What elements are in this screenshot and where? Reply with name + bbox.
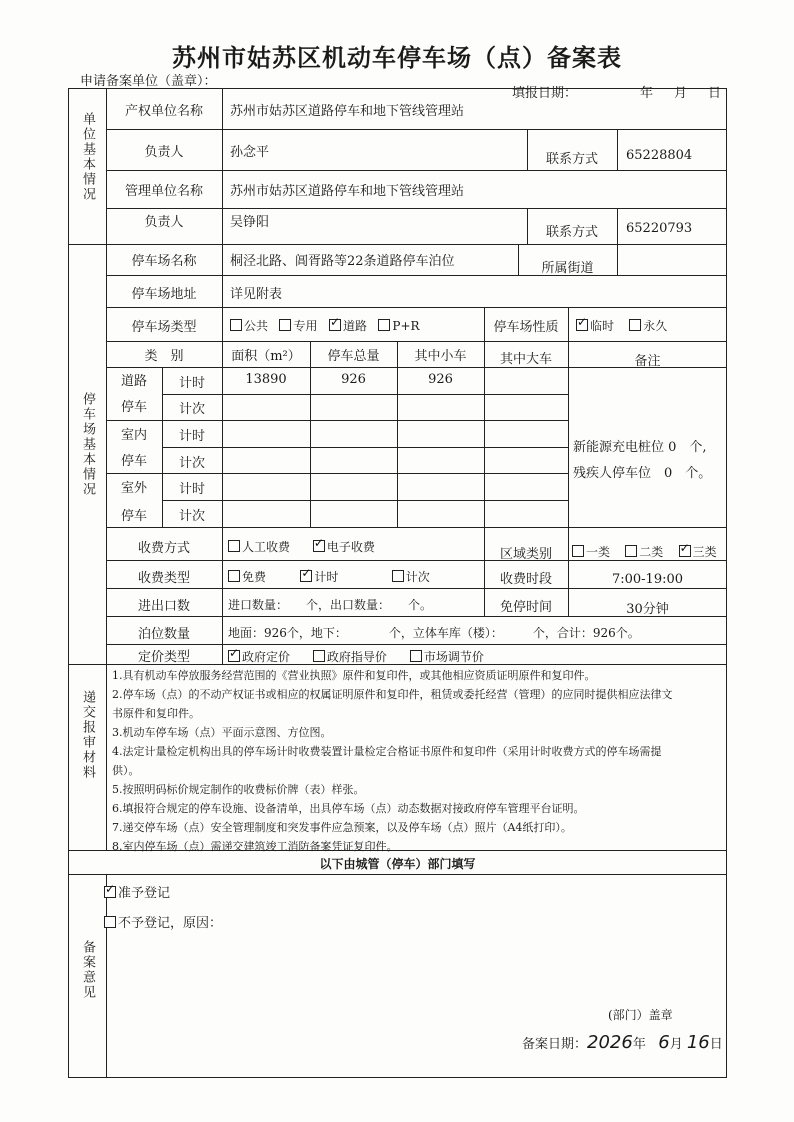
filing-date [522,1032,723,1053]
owner-label: 产权单位名称 [124,104,203,119]
zone-options [572,543,717,560]
charge-period-label: 收费时段 [499,572,552,587]
approve-label: 准予登记 [118,886,171,901]
checkbox-reject[interactable] [104,916,116,928]
mode-indoor-timed: 计时 [178,429,205,444]
material-item: 1.具有机动车停放服务经营范围的《营业执照》原件和复印件，或其他相应资质证明原件和复印件。 [112,669,596,682]
form-title: 苏州市姑苏区机动车停车场（点）备案表 [172,44,622,72]
header-total: 停车总量 [327,349,380,364]
material-item: 5.按照明码标价规定制作的收费标价牌（表）样张。 [112,783,365,796]
material-item: 2.停车场（点）的不动产权证书或相应的权属证明原件和复印件，租赁或委托经营（管理）的应同时提供相应法律文 [112,688,673,701]
header-category: 类 别 [144,349,184,364]
charge-period-value: 7:00-19:00 [611,572,684,587]
fill-date-label: 填报日期： [512,86,578,101]
header-large: 其中大车 [499,352,552,367]
small-road-timed: 926 [428,372,453,387]
nature-option-perm[interactable]: 永久 [629,319,667,333]
pricing-option-guide[interactable]: 政府指导价 [313,650,387,664]
owner-head-value: 孙念平 [230,145,270,160]
charge-option-electronic[interactable]: ✓ 电子收费 [313,540,375,554]
type-option-pr[interactable]: P+R [378,319,419,333]
category-indoor-top: 室内 [120,428,147,443]
lot-type-label: 停车场类型 [131,320,197,335]
category-outdoor-bottom: 停车 [120,509,147,524]
checkbox-electronic[interactable] [313,540,325,552]
pricing-options [228,648,484,665]
category-outdoor-top: 室外 [120,481,147,496]
spaces-value: 地面：926个，地下： 个，立体车库（楼）： 个，合计：926个。 [228,626,640,640]
fill-date-day: 日 [708,86,722,101]
mode-outdoor-count: 计次 [178,509,205,524]
owner-value: 苏州市姑苏区道路停车和地下管线管理站 [230,104,465,119]
remark-charging: 新能源充电桩位 0 个, [573,440,707,455]
checkbox-temp[interactable] [576,319,588,331]
lot-section-label: 停车场基本情况 [80,392,95,497]
owner-head-label: 负责人 [144,145,184,160]
material-item: 书原件和复印件。 [112,707,200,720]
checkbox-zone3[interactable] [679,545,691,557]
charge-type-count[interactable]: 计次 [392,570,430,584]
charge-method-label: 收费方式 [137,541,190,556]
materials-section-label: 递交报审材料 [80,690,95,780]
material-item: 7.递交停车场（点）安全管理制度和突发事件应急预案，以及停车场（点）照片（A4纸打印）。 [112,821,572,834]
owner-contact-label: 联系方式 [545,152,598,167]
filing-date-label: 备案日期： [522,1037,588,1052]
checkbox-public[interactable] [230,319,242,331]
checkbox-free[interactable] [228,570,240,582]
street-label: 所属街道 [541,261,594,276]
reject-option[interactable] [104,912,222,931]
lot-nature-label: 停车场性质 [493,320,559,335]
fill-date-year: 年 [640,86,654,101]
pricing-option-market[interactable]: 市场调节价 [410,650,484,664]
checkbox-manual[interactable] [228,540,240,552]
owner-contact-value: 65228804 [626,148,693,163]
free-time-label: 免停时间 [499,600,552,615]
manager-head-value: 吴铮阳 [230,215,270,230]
manager-head-label: 负责人 [144,215,184,230]
filing-date-month-suffix: 月 [669,1037,683,1052]
checkbox-guide-price[interactable] [313,650,325,662]
checkbox-road[interactable] [329,319,341,331]
zone-label: 区域类别 [499,547,552,562]
zone-option-1[interactable]: 一类 [572,545,610,559]
nature-option-temp[interactable]: ✓ 临时 [576,319,614,333]
filing-date-year-suffix: 年 [632,1037,646,1052]
mode-road-timed: 计时 [178,376,205,391]
pricing-label: 定价类型 [137,650,190,665]
manager-contact-value: 65220793 [626,221,693,236]
spaces-label: 泊位数量 [137,627,190,642]
reject-label: 不予登记，原因： [118,916,223,931]
type-option-private[interactable]: 专用 [279,319,317,333]
header-remark: 备注 [634,354,661,369]
lot-name-label: 停车场名称 [131,254,197,269]
charge-type-free[interactable]: 免费 [228,570,266,584]
filing-date-day: 16 [686,1032,710,1053]
filing-date-month: 6 [658,1032,670,1053]
pricing-option-gov[interactable]: ✓ 政府定价 [228,650,290,664]
manager-value: 苏州市姑苏区道路停车和地下管线管理站 [230,184,465,199]
lot-address-label: 停车场地址 [131,287,197,302]
checkbox-zone2[interactable] [625,545,637,557]
approve-option[interactable] [104,882,170,901]
material-item: 供）。 [112,764,140,777]
lot-address-value: 详见附表 [230,287,283,302]
checkbox-timed[interactable] [300,570,312,582]
lot-name-value: 桐泾北路、阊胥路等22条道路停车泊位 [230,254,455,269]
checkbox-pr[interactable] [378,319,390,331]
mode-outdoor-timed: 计时 [178,482,205,497]
material-item: 3.机动车停车场（点）平面示意图、方位图。 [112,726,332,739]
area-road-timed: 13890 [245,372,287,387]
checkbox-count[interactable] [392,570,404,582]
checkbox-zone1[interactable] [572,545,584,557]
materials-list [112,666,724,856]
checkbox-approve[interactable] [104,886,116,898]
charge-type-label: 收费类型 [137,571,190,586]
manager-contact-label: 联系方式 [545,225,598,240]
charge-type-options [228,568,430,585]
unit-section-label: 单位基本情况 [80,112,95,202]
fill-date-month: 月 [674,86,688,101]
lot-nature-options [576,317,667,334]
free-time-value: 30分钟 [626,602,669,617]
manager-label: 管理单位名称 [124,184,203,199]
material-item: 8.室内停车场（点）需递交建筑竣工消防备案凭证复印件。 [112,840,398,853]
type-option-road[interactable]: ✓ 道路 [329,319,367,333]
header-small: 其中小车 [414,349,467,364]
filing-date-year: 2026 [587,1032,633,1053]
charge-option-manual[interactable]: 人工收费 [228,540,290,554]
entrance-value: 进口数量： 个，出口数量： 个。 [228,598,433,612]
charge-type-timed[interactable]: ✓ 计时 [300,570,338,584]
lot-type-options [230,317,420,334]
filing-date-day-suffix: 日 [709,1037,723,1052]
applicant-label: 申请备案单位（盖章）： [80,74,217,89]
charge-method-options [228,538,375,555]
entrance-label: 进出口数 [137,599,190,614]
checkbox-gov-price[interactable] [228,650,240,662]
seal-label: (部门）盖章 [608,1008,673,1022]
checkbox-market-price[interactable] [410,650,422,662]
type-option-public[interactable]: 公共 [230,319,268,333]
zone-option-3[interactable]: ✓ 三类 [679,545,717,559]
remark-disabled: 残疾人停车位 0 个。 [573,466,712,481]
review-section-label: 备案意见 [80,940,95,1000]
header-area: 面积（m²） [231,349,301,364]
category-road-bottom: 停车 [120,400,147,415]
material-item: 6.填报符合规定的停车设施、设备清单，出具停车场（点）动态数据对接政府停车管理平台证明。 [112,802,585,815]
category-indoor-bottom: 停车 [120,454,147,469]
category-road-top: 道路 [120,374,147,389]
checkbox-perm[interactable] [629,319,641,331]
checkbox-private[interactable] [279,319,291,331]
zone-option-2[interactable]: 二类 [625,545,663,559]
total-road-timed: 926 [341,372,366,387]
mode-road-count: 计次 [178,402,205,417]
material-item: 4.法定计量检定机构出具的停车场计时收费装置计量检定合格证书原件和复印件（采用计时收费方式的停车场需提 [112,745,662,758]
review-header: 以下由城管（停车）部门填写 [319,857,476,871]
mode-indoor-count: 计次 [178,456,205,471]
